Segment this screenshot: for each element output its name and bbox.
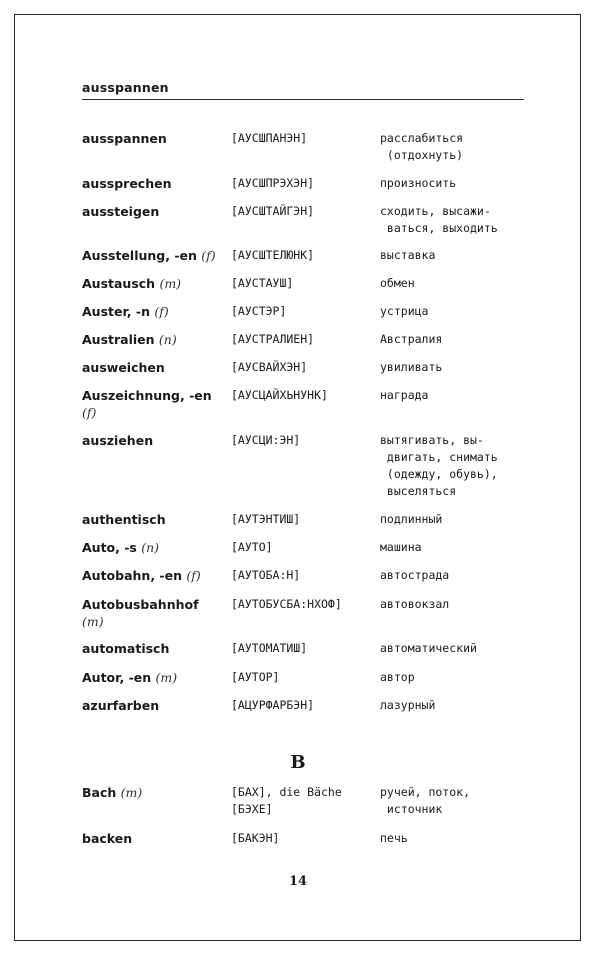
headword-text: Autobusbahnhof	[82, 597, 199, 612]
headword-gender: (m)	[155, 670, 178, 685]
entry-pronunciation: [БАКЭН]	[231, 831, 280, 845]
entry-pronunciation: [АУТО]	[231, 540, 273, 554]
header-rule	[82, 99, 524, 100]
entry-pronunciation: [АУСТЭР]	[231, 304, 287, 318]
entry-headword	[82, 130, 227, 147]
entry-translation: вытягивать, вы- двигать, снимать (одежду, обувь), выселяться	[380, 433, 498, 498]
entry-headword	[82, 359, 227, 376]
entry-translation: обмен	[380, 276, 415, 290]
entry-headword	[82, 539, 227, 556]
page-number: 14	[288, 874, 308, 889]
headword-gender: (m)	[159, 276, 182, 291]
headword-text: automatisch	[82, 641, 170, 656]
entry-headword	[82, 567, 227, 584]
entry-pronunciation: [АУСШТЕЛЮНК]	[231, 248, 315, 262]
entry-pronunciation: [АУТОБА:Н]	[231, 568, 301, 582]
entry-translation: расслабиться (отдохнуть)	[380, 131, 464, 162]
entry-translation: автоматический	[380, 641, 477, 655]
headword-text: Bach	[82, 785, 117, 800]
headword-gender: (n)	[158, 332, 177, 347]
entry-translation: выставка	[380, 248, 436, 262]
headword-gender: (f)	[82, 405, 97, 420]
entry-translation: Австралия	[380, 332, 443, 346]
headword-text: Auszeichnung, -en	[82, 388, 212, 403]
entry-pronunciation: [АУСШПАНЭН]	[231, 131, 308, 145]
entry-headword	[82, 596, 227, 630]
entry-pronunciation: [АЦУРФАРБЭН]	[231, 698, 315, 712]
headword-text: Australien	[82, 332, 155, 347]
entry-headword	[82, 511, 227, 528]
entry-pronunciation: [АУТЭНТИШ]	[231, 512, 301, 526]
entry-headword	[82, 275, 227, 292]
headword-text: Austausch	[82, 276, 156, 291]
headword-gender: (m)	[82, 614, 104, 629]
headword-text: Auto, -s	[82, 540, 137, 555]
entry-translation: автовокзал	[380, 597, 450, 611]
headword-text: aussprechen	[82, 176, 172, 191]
entry-translation: увиливать	[380, 360, 443, 374]
running-head: ausspannen	[82, 80, 169, 95]
entry-pronunciation: [АУСВАЙХЭН]	[231, 360, 308, 374]
headword-gender: (f)	[201, 248, 216, 263]
headword-text: ausweichen	[82, 360, 165, 375]
headword-text: Auster, -n	[82, 304, 150, 319]
headword-gender: (m)	[120, 785, 143, 800]
entry-headword	[82, 175, 227, 192]
entry-pronunciation: [БАХ], die Bäche [БЭХЕ]	[231, 785, 342, 816]
entry-translation: ручей, поток, источник	[380, 785, 471, 816]
entry-pronunciation: [АУТОМАТИШ]	[231, 641, 308, 655]
entry-translation: подлинный	[380, 512, 443, 526]
entry-pronunciation: [АУСТАУШ]	[231, 276, 294, 290]
entry-pronunciation: [АУСЦИ:ЭН]	[231, 433, 301, 447]
entry-headword	[82, 247, 227, 264]
entry-headword	[82, 331, 227, 348]
entry-pronunciation: [АУТОР]	[231, 670, 280, 684]
entry-translation: автор	[380, 670, 415, 684]
headword-text: azurfarben	[82, 698, 160, 713]
entry-pronunciation: [АУСТРАЛИЕН]	[231, 332, 315, 346]
entry-translation: сходить, высажи- ваться, выходить	[380, 204, 498, 235]
section-letter: B	[290, 752, 306, 773]
entry-headword	[82, 303, 227, 320]
entry-headword	[82, 784, 227, 801]
entry-translation: машина	[380, 540, 422, 554]
entry-pronunciation: [АУСШТАЙГЭН]	[231, 204, 315, 218]
entry-headword	[82, 203, 227, 220]
entry-headword	[82, 830, 227, 847]
headword-text: ausspannen	[82, 131, 167, 146]
entry-headword	[82, 387, 227, 421]
headword-gender: (f)	[154, 304, 169, 319]
entry-headword	[82, 669, 227, 686]
headword-text: aussteigen	[82, 204, 160, 219]
entry-headword	[82, 697, 227, 714]
entry-headword	[82, 640, 227, 657]
headword-text: backen	[82, 831, 133, 846]
entry-translation: произносить	[380, 176, 457, 190]
headword-gender: (f)	[186, 568, 201, 583]
headword-gender: (n)	[141, 540, 160, 555]
entry-translation: устрица	[380, 304, 429, 318]
headword-text: authentisch	[82, 512, 166, 527]
headword-text: Autobahn, -en	[82, 568, 182, 583]
headword-text: Autor, -en	[82, 670, 152, 685]
entry-pronunciation: [АУСШПРЭХЭН]	[231, 176, 315, 190]
headword-text: Ausstellung, -en	[82, 248, 197, 263]
entry-headword	[82, 432, 227, 449]
entry-pronunciation: [АУТОБУСБА:НХОФ]	[231, 597, 342, 611]
entry-translation: автострада	[380, 568, 450, 582]
entry-translation: печь	[380, 831, 408, 845]
entry-translation: награда	[380, 388, 429, 402]
entry-pronunciation: [АУСЦАЙХЬНУНК]	[231, 388, 328, 402]
headword-text: ausziehen	[82, 433, 154, 448]
entry-translation: лазурный	[380, 698, 436, 712]
